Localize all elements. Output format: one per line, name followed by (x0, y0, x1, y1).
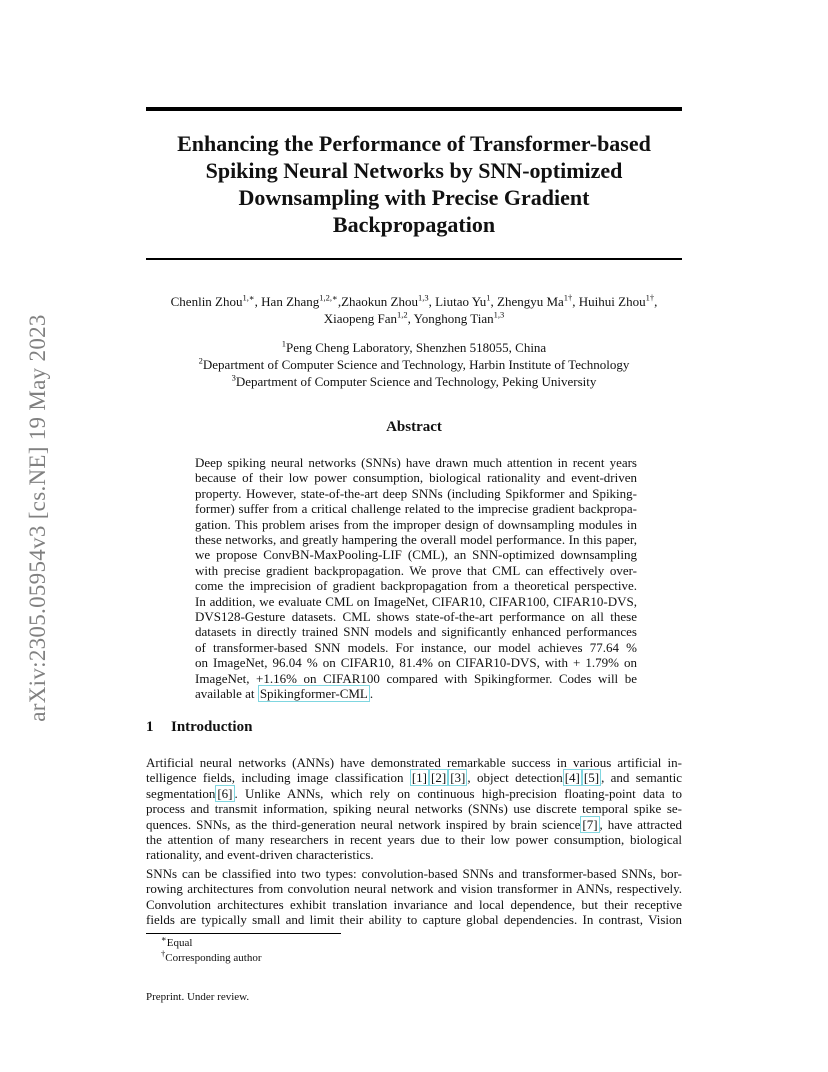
abstract-line: we propose ConvBN-MaxPooling-LIF (CML), an SNN-optimized downsampling (195, 547, 637, 563)
body-line: rationality, and event-driven characteristics. (146, 847, 374, 863)
title-top-rule (146, 107, 682, 111)
body-line: rowing architectures from convolution neural network and vision transformer in ANNs, respectively. (146, 881, 682, 897)
author-name: Yonghong Tian (413, 311, 494, 326)
abstract-line: DVS128-Gesture datasets. CML shows state-of-the-art performance on all these (195, 609, 637, 625)
abstract-heading: Abstract (386, 419, 442, 435)
author-name: Xiaopeng Fan (323, 311, 398, 326)
affiliation-line: $^2$Department of Computer Science and Technology, Harbin Institute of Technology (198, 355, 630, 372)
section-heading (146, 719, 252, 736)
author-affil-mark: 1,3 (493, 309, 505, 320)
section-number: 1 (146, 719, 154, 735)
preprint-note: Preprint. Under review. (146, 991, 250, 1003)
author-name: Liutao Yu (435, 294, 487, 309)
abstract-line: these networks, and greatly hampering the overall model performance. In this paper, (195, 532, 637, 548)
author-affil-mark: 1† (645, 292, 655, 303)
author-affil-mark: 1,2,∗ (319, 292, 338, 303)
abstract-line: Deep spiking neural networks (SNNs) have drawn much attention in recent years (195, 455, 637, 470)
author-name: Zhaokun Zhou (341, 294, 418, 309)
abstract-line: gation. This problem arises from the improper design of downsampling modules in (195, 516, 637, 532)
abstract-line: available at Spikingformer-CML . (195, 686, 374, 702)
body-line: process and transmit information, spiking neural networks (SNNs) use discrete temporal spike se- (146, 801, 682, 817)
affiliations (146, 339, 682, 390)
abstract-line: with precise gradient backpropagation. We prove that CML can effectively over- (195, 562, 637, 578)
body-line: telligence fields, including image classification [1] [2] [3] , object detection [4] [5] , and semantic (146, 770, 682, 786)
footnote: †Corresponding author (161, 948, 262, 964)
footnote-rule (146, 933, 341, 934)
author-name: Chenlin Zhou (170, 294, 243, 309)
author-name: Han Zhang (261, 294, 320, 309)
author-name: Huihui Zhou (578, 294, 646, 309)
author-affil-mark: 1,2 (397, 309, 408, 320)
citation-link[interactable]: [2] (431, 770, 447, 786)
intro-paragraph-1 (146, 755, 682, 863)
citation-link[interactable]: [7] (582, 816, 598, 832)
abstract-line: come the imprecision of gradient backpropagation from a theoretical perspective. (195, 578, 637, 594)
author-affil-mark: 1† (563, 292, 573, 303)
author-affil-mark: 1 (486, 292, 491, 303)
abstract-line: property. However, state-of-the-art deep SNNs (including Spikformer and Spiking- (195, 485, 637, 501)
arxiv-identifier: arXiv:2305.05954v3 [cs.NE] 19 May 2023 (25, 314, 50, 722)
citation-link[interactable]: [5] (583, 770, 600, 786)
footnotes (161, 933, 262, 966)
title-line: Downsampling with Precise Gradient (238, 185, 590, 210)
abstract-line: of transformer-based SNN models. For instance, our model achieves 77.64 % (195, 639, 637, 655)
author-affil-mark: 1,∗ (242, 292, 255, 303)
abstract-line: datasets in directly trained SNN models and significantly enhanced performances (195, 624, 637, 640)
abstract-line: on ImageNet, 96.04 % on CIFAR10, 81.4% on CIFAR10-DVS, with + 1.79% on (195, 655, 637, 671)
footnote: ∗Equal (161, 933, 193, 949)
title-line: Spiking Neural Networks by SNN-optimized (205, 158, 623, 183)
abstract-line: former) suffer from a critical challenge related to the imprecise gradient backpropa- (195, 501, 637, 517)
title-line: Backpropagation (332, 212, 496, 237)
abstract-line: ImageNet, +1.16% on CIFAR100 compared with Spikingformer. Codes will be (195, 670, 637, 686)
body-line: the attention of many researchers in recent years due to their low power consumption, biological (146, 832, 682, 848)
title-bottom-rule (146, 258, 682, 260)
paper-title (146, 130, 682, 238)
citation-link[interactable]: [4] (564, 770, 580, 786)
abstract-line: because of their low power consumption, biological rationality and event-driven (195, 470, 637, 486)
citation-link[interactable]: [3] (450, 770, 466, 786)
section-title: Introduction (171, 719, 253, 735)
body-line: Convolution architectures exhibit translation invariance and local dependence, but their receptive (146, 896, 682, 912)
citation-link[interactable]: [1] (411, 770, 428, 786)
author-affil-mark: 1,3 (417, 292, 429, 303)
citation-link[interactable]: [6] (217, 785, 233, 801)
body-line: segmentation [6] . Unlike ANNs, which rely on continuous high-precision floating-point data to (146, 785, 682, 801)
body-line: fields are typically small and limit their ability to capture global dependencies. In contrast, Vision (146, 912, 682, 928)
abstract-body (195, 455, 637, 702)
body-line: Artificial neural networks (ANNs) have demonstrated remarkable success in various artificial in- (146, 755, 682, 770)
author-name: Zhengyu Ma (497, 294, 564, 309)
author-list: Chenlin Zhou$^{1,∗}$, Han Zhang$^{1,2,∗}$,Zhaokun Zhou$^{1,3}$, Liutao Yu$^1$, Zhengyu $Ma^{1\dagger}$, Huihui Zhou$^{1\dagger}$, Xiaopeng Fan$^{1,2}$, Yonghong Tian$^{1,3}$ (170, 292, 658, 326)
title-line: Enhancing the Performance of Transformer-based (177, 131, 651, 156)
intro-paragraph-2 (146, 866, 682, 928)
body-line: SNNs can be classified into two types: convolution-based SNNs and transformer-based SNNs, bor- (146, 866, 682, 881)
abstract-line: In addition, we evaluate CML on ImageNet, CIFAR10, CIFAR100, CIFAR10-DVS, (195, 593, 637, 609)
affiliation-line: $^1$Peng Cheng Laboratory, Shenzhen 518055, China (281, 338, 547, 355)
affiliation-line: $^3$Department of Computer Science and Technology, Peking University (231, 372, 597, 389)
body-line: quences. SNNs, as the third-generation neural network inspired by brain science [7] , have attracted (146, 816, 682, 832)
code-link[interactable]: Spikingformer-CML (259, 686, 368, 702)
